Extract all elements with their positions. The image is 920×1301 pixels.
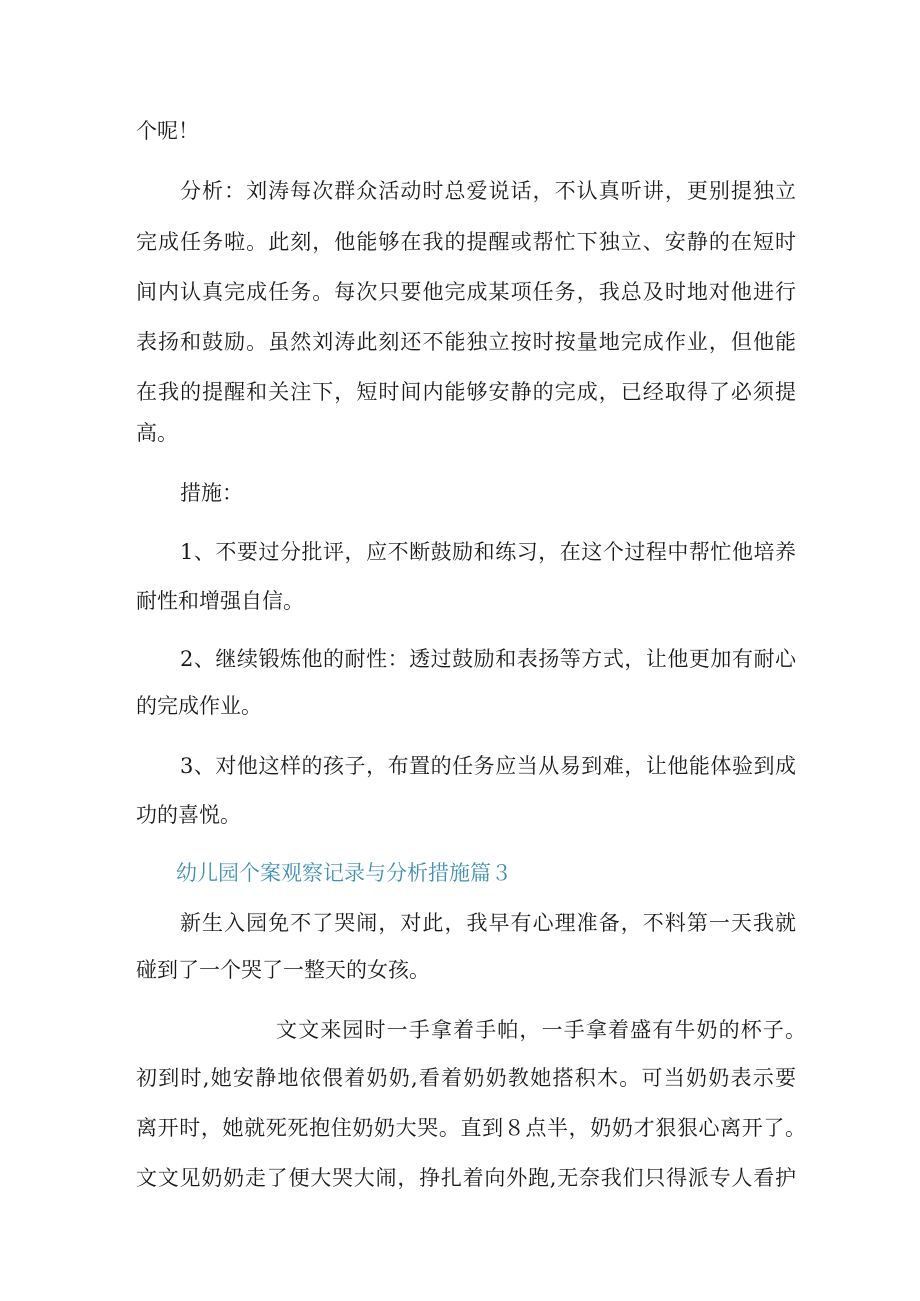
paragraph-line: 新生入园免不了哭闹，对此，我早有心理准备，不料第一天我就 <box>180 911 796 935</box>
paragraph-line: 文文来园时一手拿着手帕，一手拿着盛有牛奶的杯子。 <box>276 1018 806 1042</box>
paragraph-line: 高。 <box>136 421 178 445</box>
paragraph-line: 个呢！ <box>136 119 199 143</box>
paragraph-line: 2、继续锻炼他的耐性：透过鼓励和表扬等方式，让他更加有耐心 <box>180 647 796 671</box>
paragraph-line: 的完成作业。 <box>136 694 262 718</box>
paragraph-line: 耐性和增强自信。 <box>136 589 304 613</box>
paragraph-line: 完成任务啦。此刻，他能够在我的提醒或帮忙下独立、安静的在短时 <box>136 230 796 254</box>
paragraph-line: 表扬和鼓励。虽然刘涛此刻还不能独立按时按量地完成作业，但他能 <box>136 330 796 354</box>
paragraph-line: 间内认真完成任务。每次只要他完成某项任务，我总及时地对他进行 <box>136 280 796 304</box>
paragraph-line: 初到时,她安静地依偎着奶奶,看着奶奶教她搭积木。可当奶奶表示要 <box>136 1066 796 1090</box>
paragraph-line: 3、对他这样的孩子，布置的任务应当从易到难，让他能体验到成 <box>180 754 796 778</box>
paragraph-line: 离开时，她就死死抱住奶奶大哭。直到８点半，奶奶才狠狠心离开了。 <box>136 1116 806 1140</box>
paragraph-line: 功的喜悦。 <box>136 803 241 827</box>
paragraph-line: 在我的提醒和关注下，短时间内能够安静的完成，已经取得了必须提 <box>136 380 796 404</box>
paragraph-line: 分析：刘涛每次群众活动时总爱说话，不认真听讲，更别提独立 <box>180 179 796 203</box>
paragraph-line: 文文见奶奶走了便大哭大闹，挣扎着向外跑,无奈我们只得派专人看护 <box>136 1166 796 1190</box>
paragraph-line: 1、不要过分批评，应不断鼓励和练习，在这个过程中帮忙他培养 <box>180 540 796 564</box>
section-heading: 幼儿园个案观察记录与分析措施篇３ <box>176 861 512 885</box>
paragraph-line: 措施： <box>180 481 243 505</box>
paragraph-line: 碰到了一个哭了一整天的女孩。 <box>136 958 430 982</box>
